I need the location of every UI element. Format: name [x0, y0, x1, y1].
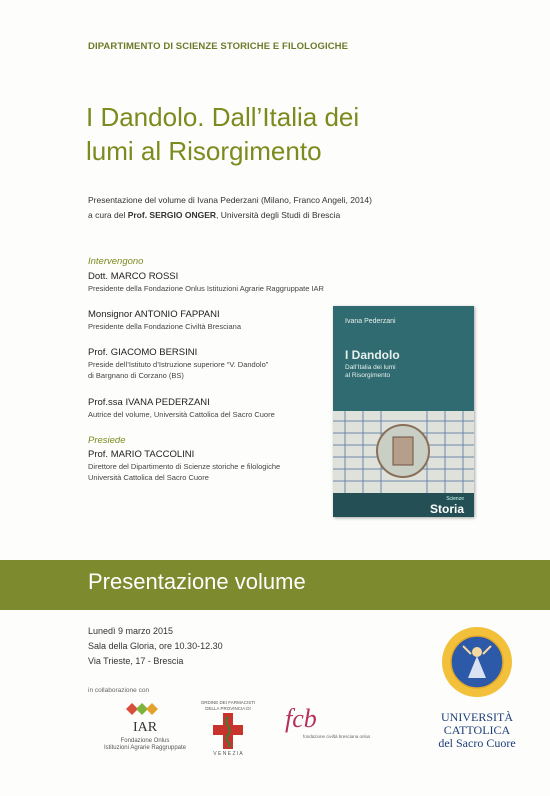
- university-line-2: CATTOLICA: [443, 723, 511, 737]
- intro-post: , Università degli Studi di Brescia: [216, 210, 341, 220]
- book-subtitle-2: al Risorgimento: [345, 372, 391, 379]
- speaker-role: Autrice del volume, Università Cattolica del Sacro Cuore: [88, 410, 275, 419]
- chair-name: Prof. MARIO TACCOLINI: [88, 449, 195, 460]
- speakers-label: Intervengono: [88, 256, 144, 267]
- illustration-svg: [333, 411, 474, 493]
- speaker-role-2: di Bargnano di Corzano (BS): [88, 371, 184, 380]
- fcb-wordmark: fcb: [285, 704, 317, 733]
- speaker-name: Prof.ssa IVANA PEDERZANI: [88, 397, 210, 408]
- banner-text: Presentazione volume: [88, 569, 306, 594]
- title-line-2: lumi al Risorgimento: [86, 136, 322, 166]
- chair: [88, 449, 280, 483]
- chair-role: Direttore del Dipartimento di Scienze storiche e filologiche: [88, 462, 281, 471]
- intro-pre: a cura del: [88, 210, 128, 220]
- book-series-label: Storia: [429, 502, 464, 516]
- pharmacists-order-logo: [198, 700, 258, 762]
- book-subtitle-1: Dall’Italia dei lumi: [345, 364, 396, 371]
- intro-line-2: [88, 208, 372, 223]
- iar-logo: [103, 700, 187, 760]
- iar-sub-2: Istituzioni Agrarie Raggruppate: [103, 745, 187, 751]
- speaker-1: [88, 271, 324, 294]
- department-header: DIPARTIMENTO DI SCIENZE STORICHE E FILOLOGICHE: [88, 41, 349, 52]
- intro-text: [88, 193, 372, 223]
- speaker-role: Preside dell’Istituto d’Istruzione superiore “V. Dandolo”: [88, 360, 269, 369]
- university-line-1: UNIVERSITÀ: [441, 710, 513, 724]
- pharmacists-top: [198, 700, 258, 711]
- presentation-banner: [0, 560, 550, 610]
- speaker-4: [88, 397, 275, 420]
- book-subtitle: [345, 364, 396, 380]
- farm-top-1: ORDINE DEI FARMACISTI: [200, 700, 256, 705]
- book-cover: [333, 306, 474, 517]
- title-line-1: I Dandolo. Dall’Italia dei: [86, 102, 360, 132]
- speaker-3: [88, 347, 268, 381]
- book-series-label-small: Scienze: [446, 496, 464, 502]
- chair-label: Presiede: [88, 435, 126, 446]
- university-line-3: del Sacro Cuore: [438, 736, 516, 750]
- collaboration-label: in collaborazione con: [88, 687, 150, 694]
- book-title: I Dandolo: [345, 348, 400, 362]
- iar-logo-icon: [122, 700, 162, 718]
- speaker-name: Monsignor ANTONIO FAPPANI: [88, 309, 220, 320]
- pharmacy-cross-icon: [213, 713, 243, 749]
- speaker-role: Presidente della Fondazione Onlus Istituzioni Agrarie Raggruppate IAR: [88, 284, 324, 293]
- speaker-2: [88, 309, 241, 332]
- university-name: [432, 711, 522, 750]
- event-title: [86, 100, 466, 168]
- event-venue: Sala della Gloria, ore 10.30-12.30: [88, 641, 223, 651]
- speaker-name: Prof. GIACOMO BERSINI: [88, 347, 198, 358]
- fcb-subtitle: fondazione civiltà bresciana onlus: [303, 734, 371, 739]
- pharmacists-bottom: V E N E Z I A: [213, 751, 243, 757]
- farm-top-2: DELLA PROVINCIA DI: [205, 705, 251, 711]
- intro-line-1: Presentazione del volume di Ivana Pederzani (Milano, Franco Angeli, 2014): [88, 195, 372, 205]
- speaker-name: Dott. MARCO ROSSI: [88, 271, 179, 282]
- speaker-role: Presidente della Fondazione Civiltà Bresciana: [88, 322, 242, 331]
- iar-name: IAR: [132, 720, 158, 735]
- fcb-logo: [285, 704, 405, 744]
- book-cover-illustration: [333, 411, 474, 493]
- chair-role-2: Università Cattolica del Sacro Cuore: [88, 473, 209, 482]
- event-details: [88, 624, 223, 669]
- iar-subtitle: [100, 738, 190, 752]
- event-address: Via Trieste, 17 - Brescia: [88, 656, 184, 666]
- curator-name: Prof. SERGIO ONGER: [127, 210, 217, 220]
- university-seal-icon: [441, 626, 513, 698]
- university-seal-svg: [441, 626, 513, 698]
- book-author: Ivana Pederzani: [345, 318, 396, 325]
- event-date: Lunedì 9 marzo 2015: [88, 626, 174, 636]
- iar-sub-1: Fondazione Onlus: [120, 738, 170, 744]
